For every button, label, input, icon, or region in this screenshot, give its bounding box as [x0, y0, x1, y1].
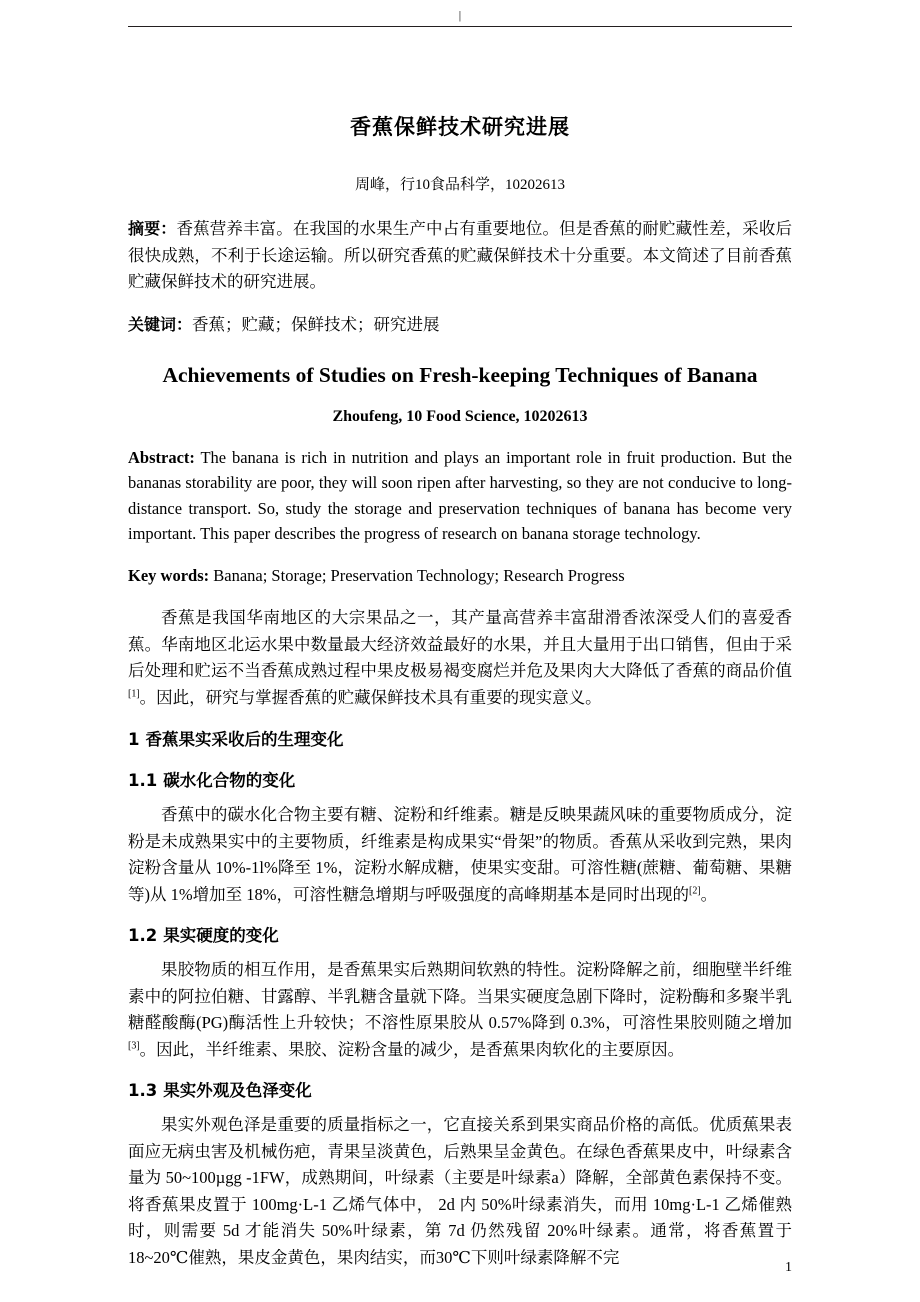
subsection-heading-1-2 [128, 923, 792, 949]
section-number-1: 1 [128, 730, 140, 750]
citation-reference-3: [3] [128, 1040, 140, 1052]
introduction-text-tail: 。因此，研究与掌握香蕉的贮藏保鲜技术具有重要的现实意义。 [139, 687, 602, 707]
page-number-footer: 1 [785, 1260, 792, 1275]
subsection-body-1-3 [128, 1112, 792, 1271]
subsection-title-1-1: 碳水化合物的变化 [163, 771, 296, 791]
abstract-text-english: The banana is rich in nutrition and plays an important role in fruit production. But the bananas storability are poor, they will soon ripen after harvesting, so they are not conducive to long-distance transport. So, study the storage and preservation techniques of banana has become very important. This paper describes the progress of research on banana storage technology. [128, 447, 792, 544]
keywords-chinese [128, 312, 792, 339]
page-header [128, 8, 792, 34]
subsection-title-1-3: 果实外观及色泽变化 [163, 1081, 312, 1101]
keywords-label-english: Key words: [128, 566, 210, 586]
abstract-english [128, 445, 792, 547]
subsection-body-tail-1-1: 。 [700, 884, 718, 904]
abstract-text-chinese: 香蕉营养丰富。在我国的水果生产中占有重要地位。但是香蕉的耐贮藏性差，采收后很快成熟，不利于长途运输。所以研究香蕉的贮藏保鲜技术十分重要。本文简述了目前香蕉贮藏保鲜技术的研究进展。 [128, 219, 792, 291]
subsection-number-1-2: 1.2 [128, 926, 158, 946]
subsection-body-text-1-2: 果胶物质的相互作用，是香蕉果实后熟期间软熟的特性。淀粉降解之前，细胞壁半纤维素中的阿拉伯糖、甘露醇、半乳糖含量就下降。当果实硬度急剧下降时，淀粉酶和多聚半乳糖醛酸酶(PG)酶活性上升较快；不溶性原果胶从 0.57%降到 0.3%，可溶性果胶则随之增加 [128, 960, 792, 1033]
keywords-label-chinese: 关键词： [128, 315, 193, 334]
subsection-body-text-1-1: 香蕉中的碳水化合物主要有糖、淀粉和纤维素。糖是反映果蔬风味的重要物质成分，淀粉是未成熟果实中的主要物质，纤维素是构成果实“骨架”的物质。香蕉从采收到完熟，果肉淀粉含量从 10%-1l%降至 1%，淀粉水解成糖，使果实变甜。可溶性糖(蔗糖、葡萄糖、果糖等)从 1%增加至 18%，可溶性糖急增期与呼吸强度的高峰期基本是同时出现的 [128, 805, 792, 904]
subsection-body-1-1 [128, 802, 792, 908]
header-text-cursor: | [458, 8, 462, 22]
author-byline-english: Zhoufeng, 10 Food Science, 10202613 [332, 407, 588, 425]
subsection-body-tail-1-2: 。因此，半纤维素、果胶、淀粉含量的减少，是香蕉果肉软化的主要原因。 [139, 1039, 685, 1059]
author-byline-chinese: 周峰，行10食品科学，10202613 [354, 177, 565, 193]
keywords-english [128, 563, 792, 589]
section-title-1: 香蕉果实采收后的生理变化 [145, 730, 344, 750]
subsection-title-1-2: 果实硬度的变化 [163, 926, 279, 946]
subsection-body-1-2 [128, 957, 792, 1063]
abstract-label-chinese: 摘要： [128, 219, 177, 238]
subsection-number-1-1: 1.1 [128, 771, 158, 791]
subsection-heading-1-3 [128, 1078, 792, 1104]
abstract-label-english: Abstract: [128, 447, 195, 467]
keywords-text-english: Banana; Storage; Preservation Technology; Research Progress [209, 566, 625, 586]
subsection-heading-1-1 [128, 768, 792, 794]
document-title-english: Achievements of Studies on Fresh-keeping Techniques of Banana [162, 362, 758, 387]
document-body [128, 40, 792, 1271]
subsection-number-1-3: 1.3 [128, 1081, 158, 1101]
abstract-chinese [128, 216, 792, 296]
header-divider-rule [128, 26, 792, 27]
introduction-text: 香蕉是我国华南地区的大宗果品之一，其产量高营养丰富甜滑香浓深受人们的喜爱香蕉。华南地区北运水果中数量最大经济效益最好的水果，并且大量用于出口销售，但由于采后处理和贮运不当香蕉成熟过程中果皮极易褐变腐烂并危及果肉大大降低了香蕉的商品价值 [128, 608, 792, 681]
document-title-chinese: 香蕉保鲜技术研究进展 [350, 115, 570, 139]
keywords-text-chinese: 香蕉；贮藏；保鲜技术；研究进展 [192, 315, 440, 334]
citation-reference-1: [1] [128, 688, 140, 700]
section-heading-1 [128, 727, 792, 753]
introduction-paragraph [128, 605, 792, 711]
subsection-body-text-1-3: 果实外观色泽是重要的质量指标之一，它直接关系到果实商品价格的高低。优质蕉果表面应无病虫害及机械伤疤，青果呈淡黄色，后熟果呈金黄色。在绿色香蕉果皮中，叶绿素含量为 50~100µgg -1FW，成熟期间，叶绿素（主要是叶绿素a）降解，全部黄色素保持不变。将香蕉果皮置于 100mg·L-1 乙烯气体中， 2d 内 50%叶绿素消失，而用 10mg·L-1 乙烯催熟时，则需要 5d 才能消失 50%叶绿素，第 7d 仍然残留 20%叶绿素。通常，将香蕉置于 18~20℃催熟，果皮金黄色，果肉结实，而30℃下则叶绿素降解不完 [128, 1115, 792, 1267]
citation-reference-2: [2] [688, 885, 701, 897]
